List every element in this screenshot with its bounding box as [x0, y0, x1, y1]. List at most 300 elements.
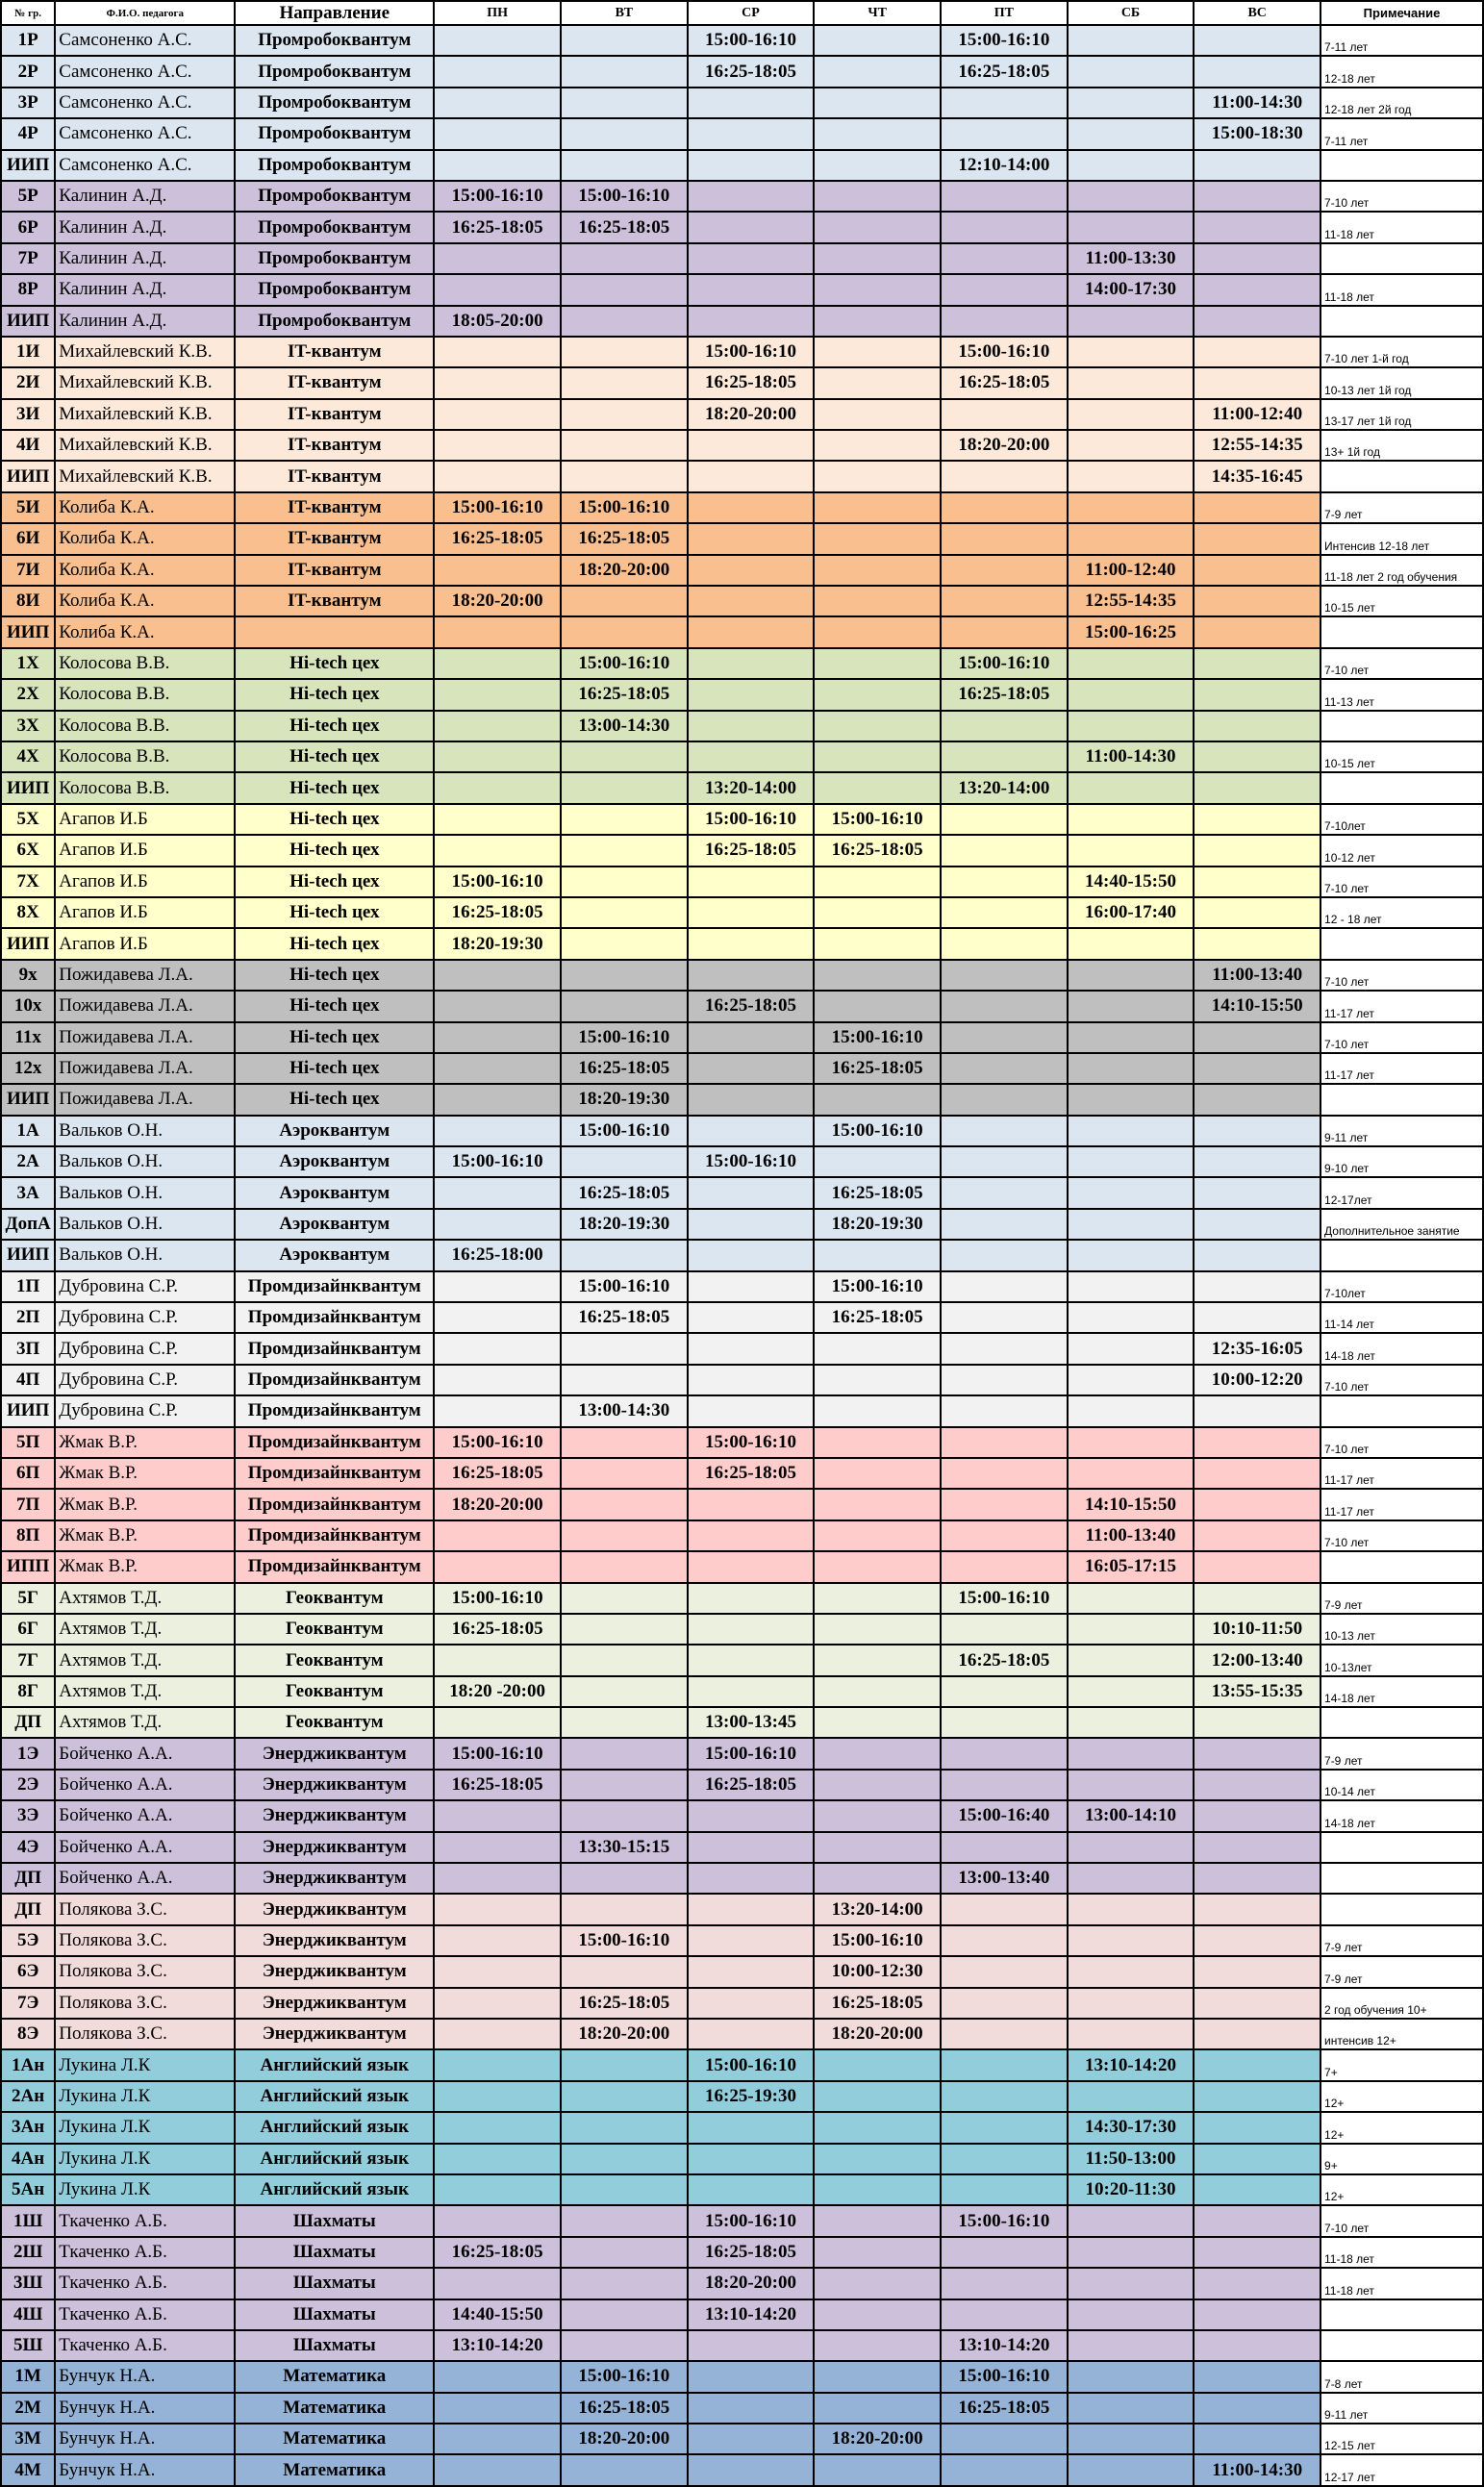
time-cell-fri: [941, 1116, 1068, 1146]
time-cell-wed: [688, 1302, 815, 1333]
time-cell-tue: [561, 1333, 688, 1364]
time-cell-fri: [941, 1427, 1068, 1458]
time-cell-tue: [561, 1551, 688, 1582]
time-cell-wed: [688, 1209, 815, 1240]
time-cell-fri: [941, 741, 1068, 772]
time-cell-sat: [1068, 430, 1195, 461]
table-row: [1, 181, 1483, 212]
time-cell-sun: [1194, 867, 1321, 897]
time-cell-mon: 16:25-18:05: [434, 1770, 561, 1800]
group-cell: 7Г: [1, 1645, 55, 1675]
note-cell: 10-14 лет: [1321, 1770, 1483, 1800]
time-cell-sun: [1194, 1427, 1321, 1458]
time-cell-sun: [1194, 1084, 1321, 1115]
time-cell-thu: 15:00-16:10: [814, 1925, 941, 1956]
direction-cell: Аэроквантум: [235, 1116, 434, 1146]
direction-cell: Hi-tech цех: [235, 772, 434, 803]
time-cell-mon: 14:40-15:50: [434, 2299, 561, 2330]
table-row: [1, 648, 1483, 679]
time-cell-sat: [1068, 679, 1195, 710]
table-row: [1, 337, 1483, 367]
time-cell-thu: [814, 616, 941, 647]
time-cell-thu: [814, 741, 941, 772]
header-tue: ВТ: [561, 1, 688, 25]
group-cell: 3Х: [1, 711, 55, 741]
time-cell-mon: [434, 1551, 561, 1582]
table-row: [1, 1894, 1483, 1924]
note-cell: 11-17 лет: [1321, 991, 1483, 1021]
direction-cell: Шахматы: [235, 2237, 434, 2268]
teacher-cell: Жмак В.Р.: [55, 1520, 235, 1551]
time-cell-tue: 18:20-20:00: [561, 2424, 688, 2454]
group-cell: 8И: [1, 586, 55, 616]
note-cell: [1321, 772, 1483, 803]
time-cell-tue: [561, 1863, 688, 1894]
group-cell: 7Х: [1, 867, 55, 897]
time-cell-sat: [1068, 1053, 1195, 1084]
time-cell-tue: [561, 1738, 688, 1769]
teacher-cell: Вальков О.Н.: [55, 1146, 235, 1177]
time-cell-thu: [814, 243, 941, 274]
teacher-cell: Вальков О.Н.: [55, 1116, 235, 1146]
time-cell-thu: [814, 586, 941, 616]
time-cell-sat: [1068, 1302, 1195, 1333]
time-cell-fri: [941, 2454, 1068, 2485]
time-cell-sat: 11:00-14:30: [1068, 741, 1195, 772]
time-cell-sat: [1068, 1146, 1195, 1177]
table-row: [1, 586, 1483, 616]
time-cell-mon: [434, 2393, 561, 2424]
teacher-cell: Ахтямов Т.Д.: [55, 1676, 235, 1707]
time-cell-fri: [941, 1022, 1068, 1053]
time-cell-tue: [561, 835, 688, 866]
note-cell: 7-10 лет: [1321, 1022, 1483, 1053]
time-cell-thu: [814, 991, 941, 1021]
time-cell-tue: [561, 1956, 688, 1987]
time-cell-sat: 13:10-14:20: [1068, 2049, 1195, 2080]
time-cell-sat: [1068, 1271, 1195, 1302]
teacher-cell: Лукина Л.К: [55, 2144, 235, 2174]
group-cell: ИИП: [1, 616, 55, 647]
time-cell-wed: 16:25-18:05: [688, 835, 815, 866]
table-row: [1, 1146, 1483, 1177]
time-cell-sat: [1068, 2330, 1195, 2361]
group-cell: 3Р: [1, 88, 55, 118]
time-cell-wed: [688, 1614, 815, 1645]
time-cell-sun: 11:00-12:40: [1194, 399, 1321, 430]
table-row: [1, 2424, 1483, 2454]
time-cell-thu: [814, 1800, 941, 1831]
time-cell-mon: [434, 25, 561, 56]
time-cell-sat: [1068, 1676, 1195, 1707]
time-cell-tue: 15:00-16:10: [561, 2361, 688, 2392]
time-cell-sat: 16:05-17:15: [1068, 1551, 1195, 1582]
time-cell-tue: [561, 616, 688, 647]
group-cell: ИИП: [1, 306, 55, 337]
direction-cell: Математика: [235, 2454, 434, 2485]
time-cell-tue: 13:30-15:15: [561, 1832, 688, 1863]
time-cell-sat: [1068, 88, 1195, 118]
note-cell: 11-17 лет: [1321, 1458, 1483, 1489]
time-cell-mon: [434, 616, 561, 647]
header-mon: ПН: [434, 1, 561, 25]
note-cell: 7-9 лет: [1321, 1925, 1483, 1956]
time-cell-sun: 11:00-14:30: [1194, 88, 1321, 118]
time-cell-sat: 14:00-17:30: [1068, 274, 1195, 305]
time-cell-wed: [688, 616, 815, 647]
time-cell-sat: [1068, 25, 1195, 56]
time-cell-mon: [434, 430, 561, 461]
time-cell-sun: [1194, 1271, 1321, 1302]
time-cell-tue: 13:00-14:30: [561, 1395, 688, 1426]
time-cell-sat: [1068, 1614, 1195, 1645]
time-cell-fri: [941, 1489, 1068, 1520]
time-cell-fri: [941, 523, 1068, 554]
time-cell-wed: [688, 711, 815, 741]
teacher-cell: Полякова З.С.: [55, 1894, 235, 1924]
teacher-cell: Бунчук Н.А.: [55, 2424, 235, 2454]
note-cell: 11-17 лет: [1321, 1053, 1483, 1084]
note-cell: [1321, 243, 1483, 274]
direction-cell: Hi-tech цех: [235, 804, 434, 835]
time-cell-fri: [941, 1551, 1068, 1582]
table-row: [1, 2454, 1483, 2485]
direction-cell: Геоквантум: [235, 1676, 434, 1707]
time-cell-wed: [688, 1271, 815, 1302]
time-cell-sun: [1194, 1302, 1321, 1333]
time-cell-sat: [1068, 1116, 1195, 1146]
group-cell: 3Ан: [1, 2112, 55, 2143]
note-cell: 11-17 лет: [1321, 1489, 1483, 1520]
time-cell-thu: [814, 181, 941, 212]
time-cell-thu: 15:00-16:10: [814, 804, 941, 835]
time-cell-tue: [561, 1800, 688, 1831]
group-cell: 1Ш: [1, 2205, 55, 2236]
time-cell-sat: [1068, 2361, 1195, 2392]
time-cell-wed: [688, 2174, 815, 2205]
time-cell-fri: [941, 804, 1068, 835]
table-row: [1, 1427, 1483, 1458]
time-cell-sat: [1068, 1084, 1195, 1115]
time-cell-sun: [1194, 1053, 1321, 1084]
table-row: [1, 1738, 1483, 1769]
time-cell-sat: 14:10-15:50: [1068, 1489, 1195, 1520]
direction-cell: Hi-tech цех: [235, 1053, 434, 1084]
group-cell: 6П: [1, 1458, 55, 1489]
direction-cell: Промдизайнквантум: [235, 1395, 434, 1426]
note-cell: 7-10 лет: [1321, 648, 1483, 679]
time-cell-fri: [941, 2019, 1068, 2049]
table-row: [1, 274, 1483, 305]
time-cell-sat: [1068, 991, 1195, 1021]
time-cell-fri: 15:00-16:40: [941, 1800, 1068, 1831]
time-cell-sun: [1194, 741, 1321, 772]
direction-cell: IT-квантум: [235, 523, 434, 554]
teacher-cell: Калинин А.Д.: [55, 181, 235, 212]
time-cell-tue: [561, 56, 688, 87]
time-cell-thu: [814, 1863, 941, 1894]
group-cell: 7Р: [1, 243, 55, 274]
teacher-cell: Агапов И.Б: [55, 867, 235, 897]
table-row: [1, 1614, 1483, 1645]
group-cell: 1Р: [1, 25, 55, 56]
time-cell-wed: [688, 555, 815, 586]
time-cell-sat: [1068, 1022, 1195, 1053]
direction-cell: Английский язык: [235, 2049, 434, 2080]
group-cell: 2А: [1, 1146, 55, 1177]
note-cell: 14-18 лет: [1321, 1676, 1483, 1707]
time-cell-thu: [814, 2144, 941, 2174]
time-cell-wed: 16:25-18:05: [688, 56, 815, 87]
time-cell-sat: [1068, 399, 1195, 430]
group-cell: 4И: [1, 430, 55, 461]
time-cell-sat: [1068, 1707, 1195, 1738]
time-cell-sat: [1068, 1240, 1195, 1270]
teacher-cell: Калинин А.Д.: [55, 306, 235, 337]
direction-cell: IT-квантум: [235, 461, 434, 491]
direction-cell: Промробоквантум: [235, 212, 434, 242]
time-cell-mon: [434, 2019, 561, 2049]
direction-cell: Hi-tech цех: [235, 679, 434, 710]
time-cell-thu: [814, 1583, 941, 1614]
teacher-cell: Полякова З.С.: [55, 1956, 235, 1987]
note-cell: 7-9 лет: [1321, 492, 1483, 523]
direction-cell: IT-квантум: [235, 430, 434, 461]
time-cell-mon: 18:20 -20:00: [434, 1676, 561, 1707]
time-cell-fri: [941, 1738, 1068, 1769]
time-cell-fri: [941, 960, 1068, 991]
time-cell-tue: [561, 1146, 688, 1177]
time-cell-mon: [434, 2268, 561, 2299]
teacher-cell: Самсоненко А.С.: [55, 118, 235, 149]
time-cell-sun: [1194, 2081, 1321, 2112]
time-cell-fri: 15:00-16:10: [941, 337, 1068, 367]
time-cell-fri: [941, 1988, 1068, 2019]
teacher-cell: Полякова З.С.: [55, 2019, 235, 2049]
note-cell: 9+: [1321, 2144, 1483, 2174]
time-cell-sat: [1068, 2019, 1195, 2049]
time-cell-tue: 15:00-16:10: [561, 181, 688, 212]
direction-cell: Математика: [235, 2361, 434, 2392]
note-cell: 11-18 лет: [1321, 2268, 1483, 2299]
time-cell-fri: 13:00-13:40: [941, 1863, 1068, 1894]
time-cell-mon: [434, 367, 561, 398]
teacher-cell: Ахтямов Т.Д.: [55, 1583, 235, 1614]
time-cell-sun: [1194, 2361, 1321, 2392]
time-cell-thu: 16:25-18:05: [814, 1988, 941, 2019]
time-cell-thu: 18:20-20:00: [814, 2019, 941, 2049]
table-row: [1, 1053, 1483, 1084]
teacher-cell: Пожидавева Л.А.: [55, 960, 235, 991]
time-cell-sun: [1194, 2174, 1321, 2205]
direction-cell: Геоквантум: [235, 1707, 434, 1738]
table-row: [1, 399, 1483, 430]
time-cell-sat: [1068, 2424, 1195, 2454]
teacher-cell: Пожидавева Л.А.: [55, 1022, 235, 1053]
teacher-cell: Колосова В.В.: [55, 648, 235, 679]
time-cell-wed: [688, 2424, 815, 2454]
group-cell: 1Э: [1, 1738, 55, 1769]
table-row: [1, 1551, 1483, 1582]
teacher-cell: Лукина Л.К: [55, 2174, 235, 2205]
header-group: № гр.: [1, 1, 55, 25]
note-cell: 7+: [1321, 2049, 1483, 2080]
table-row: [1, 88, 1483, 118]
time-cell-wed: [688, 1988, 815, 2019]
note-cell: [1321, 711, 1483, 741]
time-cell-mon: 16:25-18:05: [434, 897, 561, 928]
group-cell: 4Ан: [1, 2144, 55, 2174]
time-cell-sun: [1194, 648, 1321, 679]
teacher-cell: Ткаченко А.Б.: [55, 2330, 235, 2361]
time-cell-sat: 16:00-17:40: [1068, 897, 1195, 928]
note-cell: 9-10 лет: [1321, 1146, 1483, 1177]
time-cell-wed: [688, 88, 815, 118]
time-cell-sun: [1194, 1770, 1321, 1800]
time-cell-wed: [688, 1676, 815, 1707]
direction-cell: Промдизайнквантум: [235, 1333, 434, 1364]
table-row: [1, 2299, 1483, 2330]
time-cell-mon: [434, 711, 561, 741]
teacher-cell: Лукина Л.К: [55, 2049, 235, 2080]
time-cell-tue: [561, 150, 688, 181]
time-cell-sat: [1068, 1738, 1195, 1769]
time-cell-wed: [688, 1520, 815, 1551]
group-cell: 6Р: [1, 212, 55, 242]
time-cell-thu: [814, 1427, 941, 1458]
time-cell-tue: [561, 2049, 688, 2080]
time-cell-sun: [1194, 1894, 1321, 1924]
time-cell-wed: [688, 212, 815, 242]
time-cell-sun: [1194, 679, 1321, 710]
time-cell-sat: [1068, 1832, 1195, 1863]
time-cell-tue: [561, 1770, 688, 1800]
teacher-cell: Агапов И.Б: [55, 897, 235, 928]
direction-cell: Промдизайнквантум: [235, 1302, 434, 1333]
time-cell-thu: [814, 1365, 941, 1395]
time-cell-thu: [814, 492, 941, 523]
time-cell-wed: [688, 2454, 815, 2485]
time-cell-tue: [561, 2112, 688, 2143]
time-cell-mon: [434, 2144, 561, 2174]
teacher-cell: Вальков О.Н.: [55, 1240, 235, 1270]
group-cell: ИИП: [1, 1084, 55, 1115]
table-row: [1, 711, 1483, 741]
time-cell-wed: 15:00-16:10: [688, 1146, 815, 1177]
time-cell-thu: [814, 1489, 941, 1520]
group-cell: 8Г: [1, 1676, 55, 1707]
note-cell: 10-15 лет: [1321, 586, 1483, 616]
time-cell-fri: [941, 1894, 1068, 1924]
note-cell: 14-18 лет: [1321, 1800, 1483, 1831]
group-cell: 5Х: [1, 804, 55, 835]
time-cell-wed: 15:00-16:10: [688, 804, 815, 835]
note-cell: [1321, 616, 1483, 647]
direction-cell: Промробоквантум: [235, 56, 434, 87]
time-cell-fri: [941, 1956, 1068, 1987]
group-cell: ИИП: [1, 772, 55, 803]
time-cell-tue: 18:20-20:00: [561, 2019, 688, 2049]
time-cell-sun: [1194, 274, 1321, 305]
time-cell-sun: 12:55-14:35: [1194, 430, 1321, 461]
note-cell: 11-18 лет: [1321, 274, 1483, 305]
table-row: [1, 741, 1483, 772]
time-cell-mon: 16:25-18:05: [434, 523, 561, 554]
note-cell: 12+: [1321, 2112, 1483, 2143]
time-cell-sat: [1068, 2081, 1195, 2112]
note-cell: 10-13 лет 1й год: [1321, 367, 1483, 398]
direction-cell: Промробоквантум: [235, 88, 434, 118]
time-cell-fri: [941, 2049, 1068, 2080]
direction-cell: Промдизайнквантум: [235, 1427, 434, 1458]
time-cell-sat: [1068, 1333, 1195, 1364]
time-cell-tue: 16:25-18:05: [561, 2393, 688, 2424]
direction-cell: Аэроквантум: [235, 1209, 434, 1240]
time-cell-sun: 13:55-15:35: [1194, 1676, 1321, 1707]
time-cell-fri: [941, 711, 1068, 741]
time-cell-tue: [561, 2330, 688, 2361]
time-cell-wed: [688, 492, 815, 523]
time-cell-mon: 16:25-18:05: [434, 2237, 561, 2268]
time-cell-wed: [688, 306, 815, 337]
teacher-cell: Дубровина С.Р.: [55, 1271, 235, 1302]
group-cell: 2Ш: [1, 2237, 55, 2268]
time-cell-fri: 16:25-18:05: [941, 679, 1068, 710]
time-cell-tue: 16:25-18:05: [561, 1177, 688, 1208]
note-cell: [1321, 461, 1483, 491]
table-row: [1, 867, 1483, 897]
time-cell-thu: [814, 56, 941, 87]
time-cell-thu: 18:20-20:00: [814, 2424, 941, 2454]
time-cell-thu: [814, 2205, 941, 2236]
time-cell-thu: [814, 150, 941, 181]
time-cell-tue: [561, 118, 688, 149]
header-teacher: Ф.И.О. педагога: [55, 1, 235, 25]
time-cell-fri: [941, 2268, 1068, 2299]
time-cell-thu: [814, 555, 941, 586]
time-cell-mon: [434, 2361, 561, 2392]
time-cell-sat: [1068, 772, 1195, 803]
direction-cell: Промробоквантум: [235, 274, 434, 305]
time-cell-thu: [814, 2454, 941, 2485]
time-cell-thu: [814, 1084, 941, 1115]
group-cell: 2Э: [1, 1770, 55, 1800]
time-cell-mon: [434, 274, 561, 305]
time-cell-mon: [434, 648, 561, 679]
group-cell: 6Х: [1, 835, 55, 866]
time-cell-fri: [941, 492, 1068, 523]
note-cell: 12-18 лет: [1321, 56, 1483, 87]
time-cell-fri: [941, 1614, 1068, 1645]
time-cell-sun: [1194, 2424, 1321, 2454]
time-cell-fri: 15:00-16:10: [941, 25, 1068, 56]
time-cell-sun: [1194, 1583, 1321, 1614]
time-cell-mon: 15:00-16:10: [434, 1738, 561, 1769]
teacher-cell: Михайлевский К.В.: [55, 367, 235, 398]
direction-cell: Промробоквантум: [235, 306, 434, 337]
time-cell-mon: [434, 772, 561, 803]
group-cell: 3И: [1, 399, 55, 430]
group-cell: 3Э: [1, 1800, 55, 1831]
direction-cell: Hi-tech цех: [235, 1022, 434, 1053]
time-cell-fri: 15:00-16:10: [941, 648, 1068, 679]
note-cell: [1321, 1551, 1483, 1582]
group-cell: 2М: [1, 2393, 55, 2424]
time-cell-mon: 16:25-18:05: [434, 1614, 561, 1645]
time-cell-wed: [688, 523, 815, 554]
time-cell-sat: [1068, 804, 1195, 835]
time-cell-wed: [688, 118, 815, 149]
